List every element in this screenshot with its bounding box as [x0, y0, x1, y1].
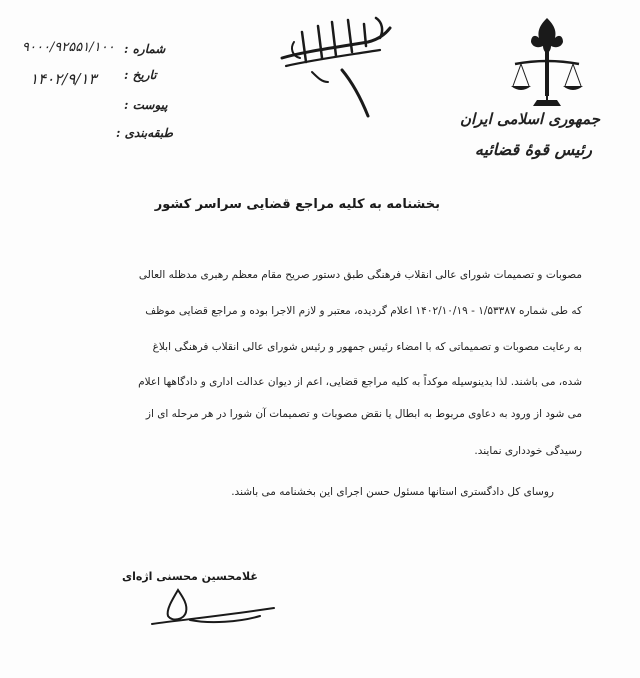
body-line-5: می شود از ورود به دعاوی مربوط به ابطال یا نقض مصوبات و تصمیمات آن شورا در هر مرحله ای از	[145, 408, 582, 420]
body-line-3: به رعایت مصوبات و تصمیماتی که با امضاء رئیس جمهور و رئیس شورای عالی انقلاب فرهنگی ابلاغ	[152, 341, 582, 353]
republic-heading: جمهوری اسلامی ایران	[459, 110, 600, 128]
signatory-name: غلامحسین محسنی اژه‌ای	[122, 570, 258, 583]
number-value: ۹۰۰۰/۹۲۵۵۱/۱۰۰	[22, 40, 115, 55]
body-line-7: روسای کل دادگستری استانها مسئول حسن اجرای این بخشنامه می باشند.	[231, 486, 554, 498]
handwritten-signature	[150, 580, 280, 632]
judiciary-emblem-icon	[507, 14, 587, 114]
date-label: تاریخ :	[124, 68, 157, 82]
body-line-6: رسیدگی خودداری نمایند.	[474, 445, 582, 457]
classification-label: طبقه‌بندی :	[116, 126, 173, 140]
number-label: شماره :	[124, 42, 166, 56]
date-value: ۱۴۰۲/۹/۱۳	[30, 70, 97, 88]
body-line-1: مصوبات و تصمیمات شورای عالی انقلاب فرهنگی طبق دستور صریح مقام معظم رهبری مدظله العالی	[138, 269, 582, 281]
body-line-2: که طی شماره ۱/۵۳۳۸۷ - ۱۴۰۲/۱۰/۱۹ اعلام گردیده، معتبر و لازم الاجرا بوده و مراجع قضایی موظف	[145, 305, 582, 317]
basmala-calligraphy	[272, 12, 398, 122]
letter-title: بخشنامه به کلیه مراجع قضایی سراسر کشور	[154, 197, 440, 212]
attachment-label: پیوست :	[124, 98, 168, 112]
office-heading: رئیس قوهٔ قضائیه	[474, 140, 592, 159]
body-line-4: شده، می باشند. لذا بدینوسیله موکداً به کلیه مراجع قضایی، اعم از دیوان عدالت اداری و دادگاهها اعلام	[138, 376, 582, 388]
